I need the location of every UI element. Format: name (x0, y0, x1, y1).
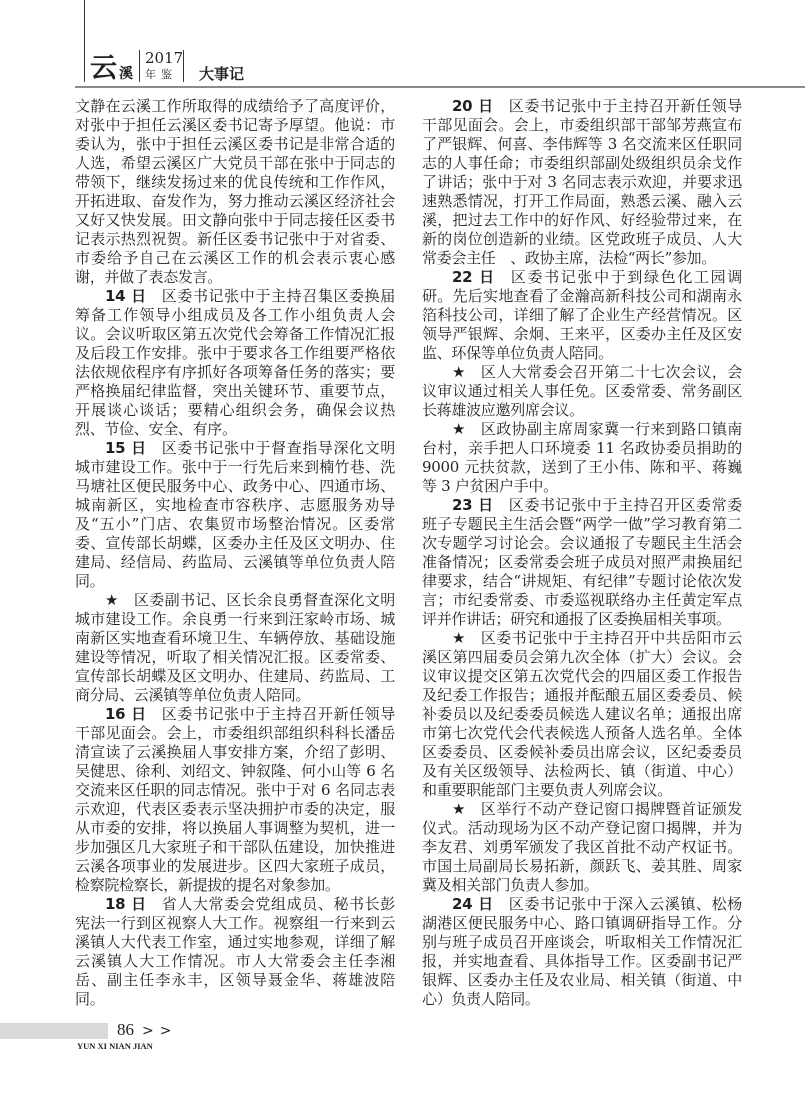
header-divider (139, 50, 140, 82)
right-column (422, 97, 742, 1009)
entry-text: 区政协副主席周家冀一行来到路口镇南台村，亲手把人口环境委 11 名政协委员捐助的 9000 元扶贫款，送到了王小伟、陈和平、蒋巍等 3 户贫困户手中。 (422, 420, 742, 495)
entry-paragraph (75, 287, 395, 439)
star-icon: ★ (105, 591, 119, 609)
yearbook-logo-small: 溪 (119, 66, 133, 82)
entry-date: 14 日 (105, 287, 147, 305)
entry-date: 15 日 (105, 439, 147, 457)
entry-text: 区举行不动产登记窗口揭牌暨首证颁发仪式。活动现场为区不动产登记窗口揭牌，并为李友君、刘勇军颁发了我区首批不动产权证书。市国土局副局长易拓新，颜跃飞、姜其胜、周家冀及相关部门负责人参加。 (422, 800, 742, 894)
entry-text: 区委书记张中于主持召集区委换届筹备工作领导小组成员及各工作小组负责人会议。会议听取区第五次党代会筹备工作情况汇报及后段工作安排。张中于要求各工作组要严格依法依规依程序有序抓好各项筹备任务的落实；要严格换届纪律监督，突出关键环节、重要节点，开展谈心谈话；要精心组织会务，确保会议热烈、节俭、安全、有序。 (75, 287, 395, 438)
entry-paragraph (422, 629, 742, 800)
entry-text: 区委书记张中于主持召开中共岳阳市云溪区第四届委员会第九次全体（扩大）会议。会议审议提交区第五次党代会的四届区委工作报告及纪委工作报告；通报并酝酿五届区委委员、候补委员以及纪委委员候选人建议名单；通报出席市第七次党代会代表候选人预备人选名单。全体区委委员、区委候补委员出席会议，区纪委委员及有关区级领导、法检两长、镇（街道、中心）和重要职能部门主要负责人列席会议。 (422, 629, 742, 799)
entry-text: 区委书记张中于主持召开新任领导干部见面会。会上，市委组织部组织科科长潘岳清宣读了云溪换届人事安排方案，介绍了彭明、吴健思、徐利、刘绍文、钟叙隆、何小山等 6 名交流来区任职的同志情况。张中于对 6 名同志表示欢迎，代表区委表示坚决拥护市委的决定，服从市委的安排，将以换届人事调整为契机，进一步加强区几大家班子和干部队伍建设，加快推进云溪各项事业的发展进步。区四大家班子成员，检察院检察长，新提拔的提名对象参加。 (75, 705, 395, 894)
star-icon: ★ (452, 629, 466, 647)
entry-paragraph (422, 895, 742, 1009)
header-divider (84, 0, 85, 82)
footer-subtitle: YUN XI NIAN JIAN (77, 1041, 153, 1051)
entry-text: 区委书记张中于主持召开新任领导干部见面会。会上，市委组织部干部邹芳燕宣布了严银辉、何喜、李伟辉等 3 名交流来区任职同志的人事任命；市委组织部副处级组织员余戈作了讲话；张中于对 3 名同志表示欢迎，并要求迅速熟悉情况，打开工作局面，熟悉云溪、融入云溪，把过去工作中的好作风、好经验带过来，在新的岗位创造新的业绩。区党政班子成员、人大常委会主任 、政协主席，法检“两长”参加。 (422, 97, 742, 267)
entry-date: 20 日 (452, 97, 494, 115)
entry-date: 23 日 (452, 496, 494, 514)
star-icon: ★ (452, 800, 466, 818)
entry-paragraph (75, 591, 395, 705)
entry-paragraph (422, 800, 742, 895)
entry-text: 区委书记张中于督查指导深化文明城市建设工作。张中于一行先后来到楠竹巷、洗马塘社区便民服务中心、政务中心、四通市场、城南新区，实地检查市容秩序、志愿服务劝导及“五小”门店、农集贸市场整治情况。区委常委、宣传部长胡蝶，区委办主任及区文明办、住建局、经信局、药监局、云溪镇等单位负责人陪同。 (75, 439, 395, 590)
entry-text: 区委书记张中于主持召开区委常委班子专题民主生活会暨“两学一做”学习教育第二次专题学习讨论会。会议通报了专题民主生活会准备情况；区委常委会班子成员对照严肃换届纪律要求，结合“讲规矩、有纪律”专题讨论依次发言；市纪委常委、市委巡视联络办主任黄定军点评并作讲话；研究和通报了区委换届相关事项。 (422, 496, 742, 628)
entry-text: 区委书记张中于深入云溪镇、松杨湖港区便民服务中心、路口镇调研指导工作。分别与班子成员召开座谈会，听取相关工作情况汇报，并实地查看、具体指导工作。区委副书记严银辉、区委办主任及农业局、相关镇（街道、中心）负责人陪同。 (422, 895, 742, 1008)
entry-date: 22 日 (452, 268, 496, 286)
section-title: 大事记 (199, 65, 245, 83)
entry-paragraph (75, 439, 395, 591)
entry-paragraph (422, 496, 742, 629)
chevron-right-icon: >> (142, 1023, 178, 1039)
entry-date: 18 日 (105, 895, 147, 913)
page-number-value: 86 (117, 1020, 134, 1039)
page-number (117, 1020, 177, 1041)
entry-text: 区委书记张中于到绿色化工园调研。先后实地查看了金瀚高新科技公司和湖南永箔科技公司，详细了解了企业生产经营情况。区领导严银辉、余炯、王来平，区委办主任及区安监、环保等单位负责人陪同。 (422, 268, 742, 362)
entry-text: 区委副书记、区长余良勇督查深化文明城市建设工作。余良勇一行来到汪家岭市场、城南新区实地查看环境卫生、车辆停放、基础设施建设等情况，听取了相关情况汇报。区委常委、宣传部长胡蝶及区文明办、住建局、药监局、工商分局、云溪镇等单位负责人陪同。 (75, 591, 395, 704)
entry-text: 省人大常委会党组成员、秘书长彭宪法一行到区视察人大工作。视察组一行来到云溪镇人大代表工作室，通过实地参观，详细了解云溪镇人大工作情况。市人大常委会主任李湘岳、副主任李永丰，区领导聂金华、蒋雄波陪同。 (75, 895, 395, 1008)
entry-paragraph (422, 420, 742, 496)
entry-text: 文静在云溪工作所取得的成绩给予了高度评价，对张中于担任云溪区委书记寄予厚望。他说：市委认为，张中于担任云溪区委书记是非常合适的人选，希望云溪区广大党员干部在张中于同志的带领下，继续发扬过来的优良传统和工作作风，开拓进取、奋发作为，努力推动云溪区经济社会又好又快发展。田文静向张中于同志接任区委书记表示热烈祝贺。新任区委书记张中于对省委、市委给予自己在云溪区工作的机会表示衷心感谢，并做了表态发言。 (75, 97, 395, 286)
star-icon: ★ (452, 420, 466, 438)
star-icon: ★ (452, 363, 466, 381)
entry-paragraph (422, 363, 742, 420)
entry-text: 区人大常委会召开第二十七次会议，会议审议通过相关人事任免。区委常委、常务副区长蒋雄波应邀列席会议。 (422, 363, 742, 419)
entry-paragraph (422, 97, 742, 268)
entry-paragraph (75, 705, 395, 895)
entry-paragraph (422, 268, 742, 363)
entry-date: 24 日 (452, 895, 494, 913)
entry-paragraph (75, 895, 395, 1009)
entry-date: 16 日 (105, 705, 147, 723)
header-year: 2017 (145, 49, 184, 67)
header-yearbook-label: 年鉴 (145, 68, 177, 81)
footer-bar (0, 1023, 108, 1039)
entry-paragraph (75, 97, 395, 287)
header-rule (75, 86, 805, 88)
yearbook-logo: 云 (90, 53, 117, 84)
left-column (75, 97, 395, 1009)
